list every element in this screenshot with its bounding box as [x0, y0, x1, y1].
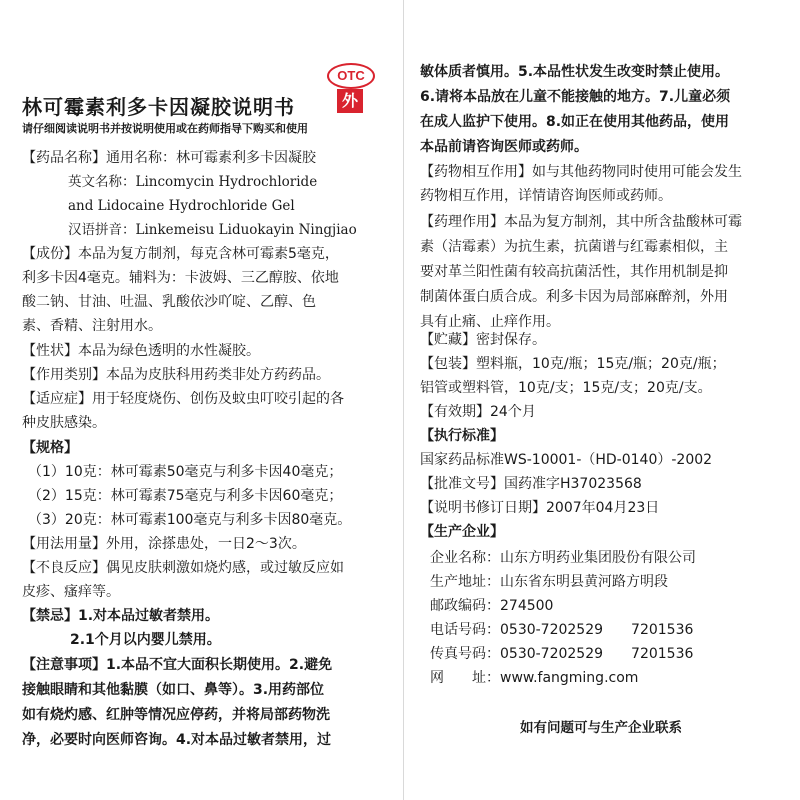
- ingredients-line: 酸二钠、甘油、吐温、乳酸依沙吖啶、乙醇、色: [22, 294, 316, 310]
- approval-line: 【批准文号】国药准字H37023568: [420, 476, 642, 492]
- fax-line: 传真号码：0530-7202529 7201536: [430, 646, 694, 662]
- precautions-line: 接触眼睛和其他黏膜（如口、鼻等）。3.用药部位: [22, 682, 325, 698]
- dosage-line: 【用法用量】外用，涂搽患处，一日2～3次。: [22, 536, 306, 552]
- pharmacology-line: 要对革兰阳性菌有较高抗菌活性，其作用机制是抑: [420, 264, 728, 280]
- adverse-line: 皮疹、瘙痒等。: [22, 584, 120, 600]
- company-address-line: 生产地址：山东省东明县黄河路方明段: [430, 574, 668, 590]
- validity-line: 【有效期】24个月: [420, 404, 536, 420]
- indication-line: 种皮肤感染。: [22, 415, 106, 431]
- storage-line: 【贮藏】密封保存。: [420, 332, 546, 348]
- contraindication-line: 2.1个月以内婴儿禁用。: [70, 632, 221, 648]
- ingredients-line: 素、香精、注射用水。: [22, 318, 162, 334]
- leaflet-title: 林可霉素利多卡因凝胶说明书: [22, 95, 295, 119]
- pharmacology-line: 具有止痛、止痒作用。: [420, 314, 560, 330]
- drug-name-line: 【药品名称】通用名称：林可霉素利多卡因凝胶: [22, 150, 316, 166]
- spec-heading: 【规格】: [22, 440, 78, 456]
- postal-code-line: 邮政编码：274500: [430, 598, 554, 614]
- package-line: 【包装】塑料瓶，10克/瓶；15克/瓶；20克/瓶；: [420, 356, 726, 372]
- phone-line: 电话号码：0530-7202529 7201536: [430, 622, 694, 638]
- pharmacology-line: 素（洁霉素）为抗生素，抗菌谱与红霉素相似，主: [420, 239, 728, 255]
- standard-line: 国家药品标准WS-10001-（HD-0140）-2002: [420, 452, 713, 468]
- spec-item: （2）15克：林可霉素75毫克与利多卡因60毫克；: [28, 488, 343, 504]
- pharmacology-line: 制菌体蛋白质合成。利多卡因为局部麻醉剂，外用: [420, 289, 728, 305]
- otc-badge: OTC: [327, 63, 375, 89]
- package-line: 铝管或塑料管，10克/支；15克/支；20克/支。: [420, 380, 712, 396]
- english-name-line: 英文名称：Lincomycin Hydrochloride: [68, 174, 318, 190]
- pinyin-line: 汉语拼音：Linkemeisu Liduokayin Ningjiao: [68, 222, 357, 238]
- precautions-line: 【注意事项】1.本品不宜大面积长期使用。2.避免: [22, 657, 333, 673]
- appearance-line: 【性状】本品为绿色透明的水性凝胶。: [22, 343, 260, 359]
- pharmacology-line: 【药理作用】本品为复方制剂，其中所含盐酸林可霉: [420, 214, 742, 230]
- spec-item: （3）20克：林可霉素100毫克与利多卡因80毫克。: [28, 512, 352, 528]
- website-line: 网 址：www.fangming.com: [430, 670, 639, 686]
- revision-date-line: 【说明书修订日期】2007年04月23日: [420, 500, 660, 516]
- category-line: 【作用类别】本品为皮肤科用药类非处方药药品。: [22, 367, 330, 383]
- spec-item: （1）10克：林可霉素50毫克与利多卡因40毫克；: [28, 464, 343, 480]
- precautions-line: 6.请将本品放在儿童不能接触的地方。7.儿童必须: [420, 89, 731, 105]
- ingredients-line: 【成份】本品为复方制剂，每克含林可霉素5毫克，: [22, 246, 339, 262]
- precautions-line: 净，必要时向医师咨询。4.对本品过敏者禁用，过: [22, 732, 332, 748]
- manufacturer-heading: 【生产企业】: [420, 524, 504, 540]
- standard-heading: 【执行标准】: [420, 428, 504, 444]
- ingredients-line: 利多卡因4毫克。辅料为：卡波姆、三乙醇胺、依地: [22, 270, 339, 286]
- english-name-cont: and Lidocaine Hydrochloride Gel: [68, 198, 295, 214]
- precautions-line: 如有烧灼感、红肿等情况应停药，并将局部药物洗: [22, 707, 330, 723]
- company-name-line: 企业名称：山东方明药业集团股份有限公司: [430, 550, 696, 566]
- interaction-line: 【药物相互作用】如与其他药物同时使用可能会发生: [420, 164, 742, 180]
- indication-line: 【适应症】用于轻度烧伤、创伤及蚊虫叮咬引起的各: [22, 391, 344, 407]
- interaction-line: 药物相互作用，详情请咨询医师或药师。: [420, 188, 672, 204]
- adverse-line: 【不良反应】偶见皮肤刺激如烧灼感，或过敏反应如: [22, 560, 344, 576]
- precautions-line: 本品前请咨询医师或药师。: [420, 139, 588, 155]
- contact-note: 如有问题可与生产企业联系: [520, 720, 682, 736]
- precautions-line: 敏体质者慎用。5.本品性状发生改变时禁止使用。: [420, 64, 730, 80]
- external-use-badge: 外: [337, 89, 363, 113]
- leaflet-subtitle: 请仔细阅读说明书并按说明使用或在药师指导下购买和使用: [22, 122, 308, 135]
- precautions-line: 在成人监护下使用。8.如正在使用其他药品，使用: [420, 114, 730, 130]
- contraindication-line: 【禁忌】1.对本品过敏者禁用。: [22, 608, 220, 624]
- column-divider: [403, 0, 404, 800]
